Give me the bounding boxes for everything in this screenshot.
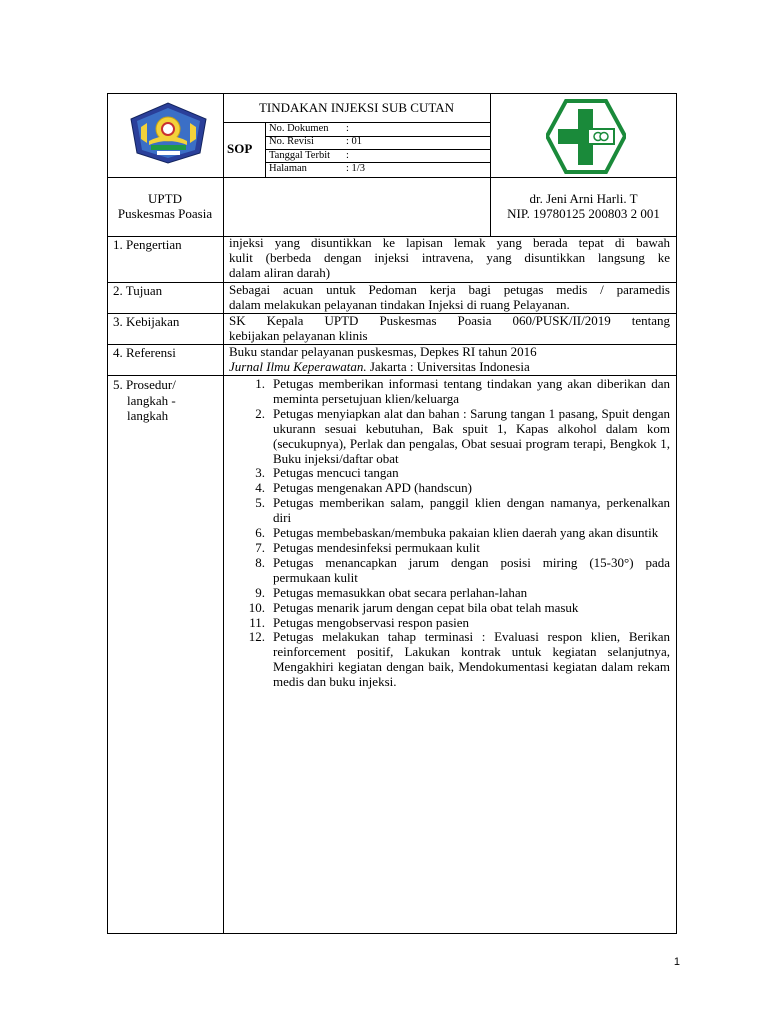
step-number: 9. [255, 584, 265, 600]
signer-block [490, 191, 677, 221]
org-name: Puskesmas Poasia [117, 206, 213, 221]
step-text: Petugas menyiapkan alat dan bahan : Sarung tangan 1 pasang, Spuit dengan ukurann sesuai kebutuhan, Bak spuit 1, Kapas alkohol dalam kom (secukupnya), Perlak dan pengalas, Obat sesuai program terapi, Bengkok 1, Buku injeksi/daftar obat [273, 405, 670, 466]
prosedur-label-line: langkah [127, 408, 169, 423]
step-number: 8. [255, 554, 265, 570]
journal-publisher: Jakarta : Universitas Indonesia [366, 358, 530, 374]
org-unit: UPTD [148, 191, 182, 206]
step-text: Petugas memasukkan obat secara perlahan-lahan [273, 584, 528, 600]
doc-number-value: : [346, 123, 349, 134]
page-value: : 1/3 [346, 163, 365, 174]
step-text: Petugas mengenakan APD (handscun) [273, 480, 472, 496]
step-number: 4. [255, 480, 265, 496]
issue-date-value: : [346, 150, 349, 161]
sop-label: SOP [227, 141, 253, 156]
procedure-step [229, 616, 670, 631]
prosedur-label-line: langkah - [127, 392, 176, 408]
section-label-prosedur [113, 377, 176, 424]
content-line: dalam melakukan pelayanan tindakan Injeksi di ruang Pelayanan. [229, 296, 570, 312]
step-number: 10. [248, 599, 265, 615]
step-number: 5. [255, 495, 265, 511]
procedure-step [229, 556, 670, 586]
step-number: 12. [248, 629, 265, 645]
step-text: Petugas memberikan salam, panggil klien dengan namanya, perkenalkan diri [273, 495, 670, 526]
procedure-step [229, 541, 670, 556]
step-number: 1. [255, 376, 265, 391]
section-label-pengertian: 1. Pengertian [113, 237, 182, 252]
content-line: kulit (berbeda dengan injeksi intravena, yang disuntikkan langsung ke [229, 249, 670, 265]
row-divider [107, 177, 677, 178]
section-label-kebijakan: 3. Kebijakan [113, 314, 180, 329]
section-content-referensi [229, 345, 670, 374]
step-text: Petugas memberikan informasi tentang tindakan yang akan diberikan dan meminta persetujuan klien/keluarga [273, 376, 670, 406]
procedure-step [229, 630, 670, 690]
content-line: Sebagai acuan untuk Pedoman kerja bagi petugas medis / paramedis [229, 282, 670, 297]
step-text: Petugas mendesinfeksi permukaan kulit [273, 539, 480, 555]
reference-line [229, 360, 670, 375]
revision-value: : 01 [346, 136, 363, 147]
org-block [107, 191, 223, 221]
step-number: 2. [255, 405, 265, 421]
step-text: Petugas menancapkan jarum dengan posisi miring (15-30°) pada permukaan kulit [273, 554, 670, 585]
procedure-list [229, 377, 670, 690]
section-label-tujuan: 2. Tujuan [113, 283, 163, 298]
document-title: TINDAKAN INJEKSI SUB CUTAN [258, 100, 455, 115]
doc-number-label: No. Dokumen [269, 123, 329, 134]
step-number: 3. [255, 465, 265, 481]
step-number: 11. [249, 614, 265, 630]
section-label-referensi: 4. Referensi [113, 345, 176, 360]
procedure-step [229, 377, 670, 407]
step-text: Petugas membebaskan/membuka pakaian klien daerah yang akan disuntik [273, 525, 659, 541]
step-text: Petugas menarik jarum dengan cepat bila obat telah masuk [273, 599, 579, 615]
column-divider [223, 93, 224, 934]
content-line: SK Kepala UPTD Puskesmas Poasia 060/PUSK/II/2019 tentang [229, 313, 670, 328]
procedure-step [229, 601, 670, 616]
issue-date-label: Tanggal Terbit [269, 150, 331, 161]
puskesmas-cross-logo-icon [546, 99, 626, 174]
step-text: Petugas mencuci tangan [273, 465, 399, 481]
content-line: kebijakan pelayanan klinis [229, 327, 368, 343]
procedure-step [229, 466, 670, 481]
page-number: 1 [673, 956, 680, 968]
step-number: 7. [255, 539, 265, 555]
prosedur-label-line: 5. Prosedur/ [113, 377, 176, 392]
section-content-pengertian [229, 236, 670, 280]
revision-label: No. Revisi [269, 136, 314, 147]
procedure-step [229, 407, 670, 467]
step-text: Petugas mengobservasi respon pasien [273, 614, 470, 630]
signer-name: dr. Jeni Arni Harli. T [529, 191, 638, 206]
page-label: Halaman [269, 163, 307, 174]
signer-nip: NIP. 19780125 200803 2 001 [507, 206, 660, 221]
regional-emblem-icon [127, 101, 210, 165]
procedure-step [229, 496, 670, 526]
title-divider [223, 122, 490, 123]
procedure-step [229, 526, 670, 541]
step-text: Petugas melakukan tahap terminasi : Evaluasi respon klien, Berikan reinforcement positif, Lakukan kontrak untuk kegiatan selanjutnya, Mengakhiri kegiatan dengan baik, Mendokumentasi kegiatan dalam rekam medis dan buku injeksi. [273, 629, 670, 690]
reference-line: Buku standar pelayanan puskesmas, Depkes RI tahun 2016 [229, 344, 537, 359]
journal-title: Jurnal Ilmu Keperawatan. [229, 358, 367, 374]
content-line: injeksi yang disuntikkan ke lapisan lemak yang berada tepat di bawah [229, 235, 670, 250]
section-content-kebijakan [229, 314, 670, 343]
procedure-step [229, 586, 670, 601]
section-content-tujuan [229, 283, 670, 312]
procedure-step [229, 481, 670, 496]
content-line: dalam aliran darah) [229, 264, 331, 280]
step-number: 6. [255, 525, 265, 541]
